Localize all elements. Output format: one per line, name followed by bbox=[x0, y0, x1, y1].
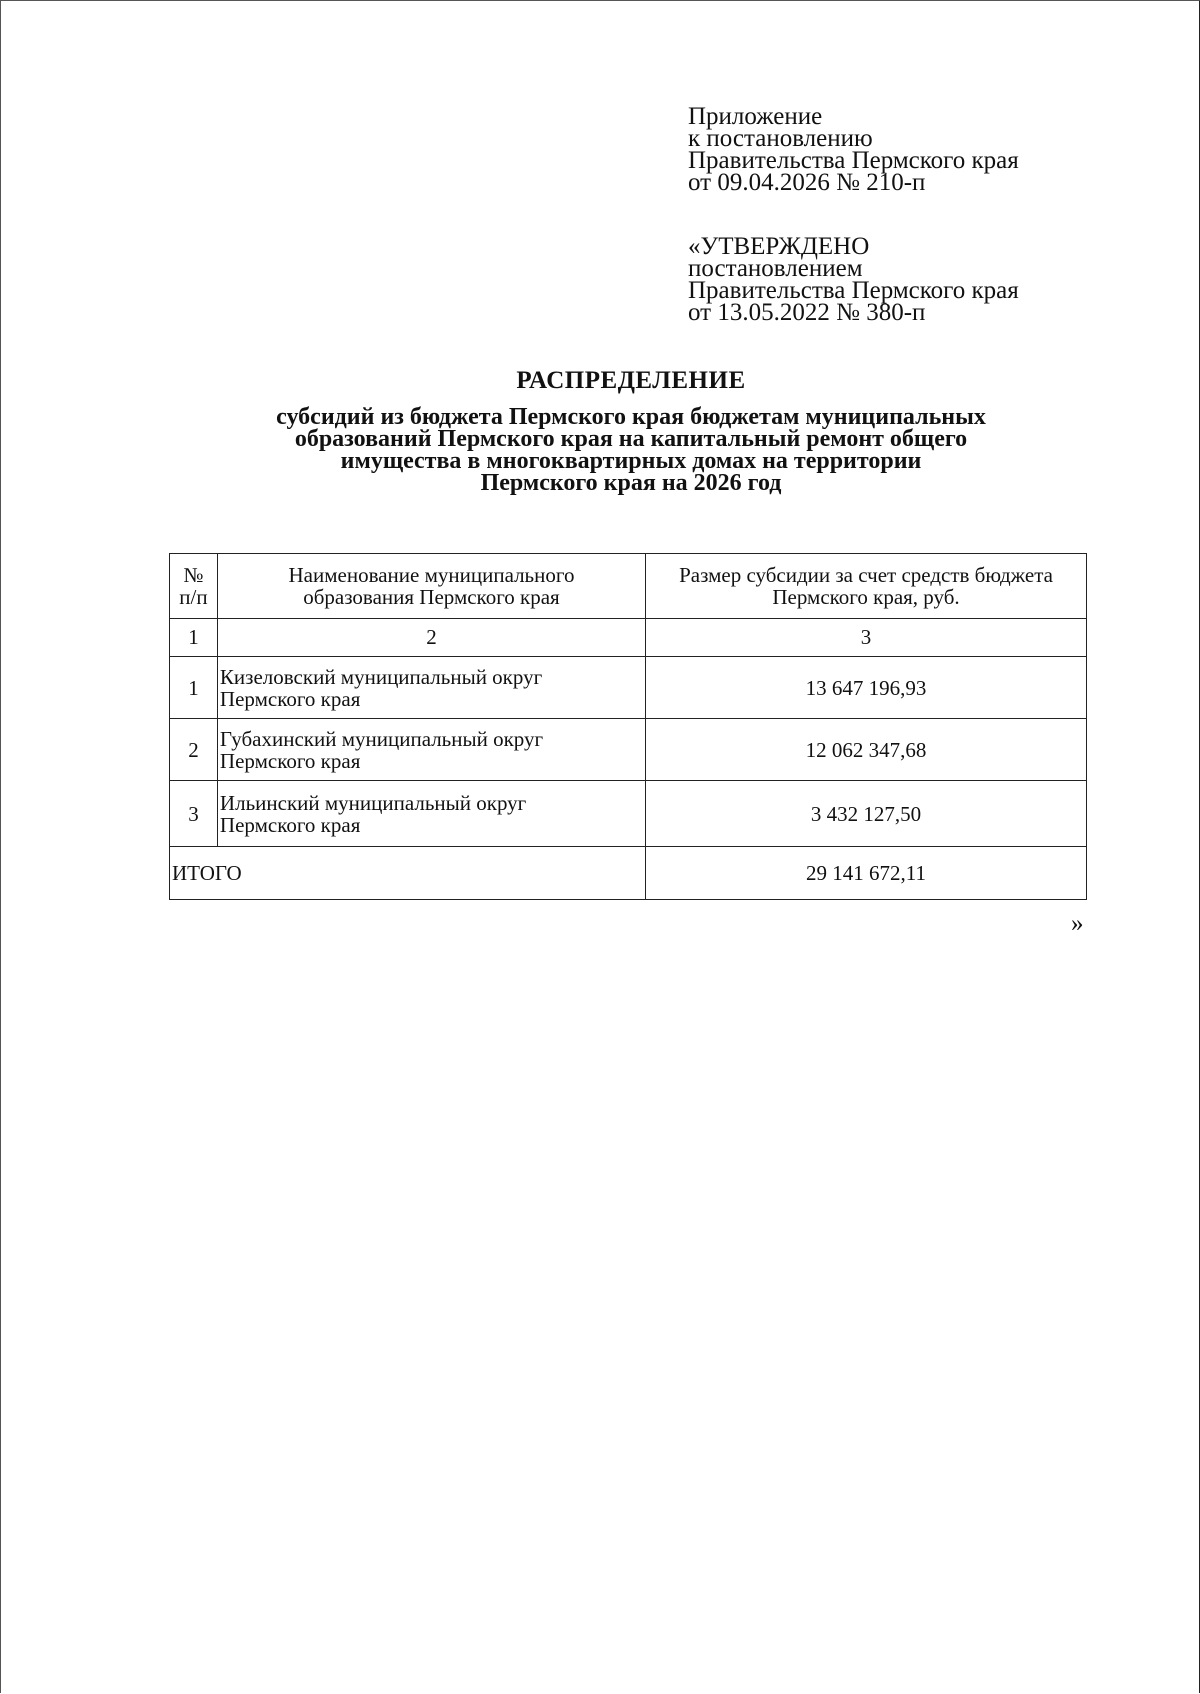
municipality-name-line: Пермского края bbox=[219, 686, 361, 711]
header-number-line: п/п bbox=[179, 585, 208, 609]
municipality-name-line: Кизеловский муниципальный округ bbox=[219, 664, 543, 689]
approved-line: Правительства Пермского края bbox=[688, 277, 1019, 304]
header-subsidy-line: Размер субсидии за счет средств бюджета bbox=[679, 563, 1053, 587]
appendix-line: Правительства Пермского края bbox=[688, 147, 1019, 174]
municipality-name-line: Пермского края bbox=[219, 748, 361, 773]
header-number-line: № bbox=[183, 563, 204, 587]
appendix-header bbox=[688, 103, 1019, 196]
table-row bbox=[170, 719, 1087, 781]
total-label: ИТОГО bbox=[170, 847, 646, 900]
approved-header bbox=[688, 233, 1019, 326]
table-row bbox=[170, 657, 1087, 719]
header-number bbox=[170, 554, 218, 619]
approved-line: от 13.05.2022 № 380-п bbox=[688, 299, 926, 326]
row-number: 2 bbox=[170, 719, 218, 781]
row-number: 1 bbox=[170, 657, 218, 719]
table-header-row bbox=[170, 554, 1087, 619]
municipality-name-line: Пермского края bbox=[219, 812, 361, 837]
total-amount: 29 141 672,11 bbox=[646, 847, 1087, 900]
municipality-name-line: Губахинский муниципальный округ bbox=[219, 726, 544, 751]
municipality-name bbox=[217, 719, 645, 781]
header-subsidy-amount bbox=[646, 554, 1087, 619]
document-subtitle bbox=[160, 406, 1102, 494]
closing-quote: » bbox=[1071, 910, 1084, 937]
subtitle-line: имущества в многоквартирных домах на территории bbox=[340, 448, 922, 474]
municipality-name-line: Ильинский муниципальный округ bbox=[219, 790, 527, 815]
subsidy-amount: 12 062 347,68 bbox=[646, 719, 1087, 781]
municipality-name bbox=[217, 781, 645, 847]
subtitle-line: образований Пермского края на капитальный ремонт общего bbox=[294, 426, 968, 452]
subtitle-line: субсидий из бюджета Пермского края бюджетам муниципальных bbox=[276, 404, 986, 430]
subtitle-line: Пермского края на 2026 год bbox=[480, 470, 782, 496]
approved-line: постановлением bbox=[688, 255, 863, 282]
appendix-line: от 09.04.2026 № 210-п bbox=[688, 169, 926, 196]
column-index: 3 bbox=[646, 619, 1087, 657]
header-municipality-line: Наименование муниципального bbox=[288, 563, 575, 587]
total-row bbox=[170, 847, 1087, 900]
document-title: РАСПРЕДЕЛЕНИЕ bbox=[516, 367, 746, 394]
table-row bbox=[170, 781, 1087, 847]
municipality-name bbox=[217, 657, 645, 719]
column-index-row bbox=[170, 619, 1087, 657]
row-number: 3 bbox=[170, 781, 218, 847]
approved-line: «УТВЕРЖДЕНО bbox=[688, 233, 870, 260]
appendix-line: к постановлению bbox=[688, 125, 873, 152]
subsidy-amount: 13 647 196,93 bbox=[646, 657, 1087, 719]
header-municipality bbox=[217, 554, 645, 619]
appendix-line: Приложение bbox=[688, 103, 823, 130]
subsidy-amount: 3 432 127,50 bbox=[646, 781, 1087, 847]
distribution-table bbox=[169, 553, 1087, 900]
column-index: 2 bbox=[217, 619, 645, 657]
header-municipality-line: образования Пермского края bbox=[303, 585, 560, 609]
column-index: 1 bbox=[170, 619, 218, 657]
header-subsidy-line: Пермского края, руб. bbox=[772, 585, 960, 609]
